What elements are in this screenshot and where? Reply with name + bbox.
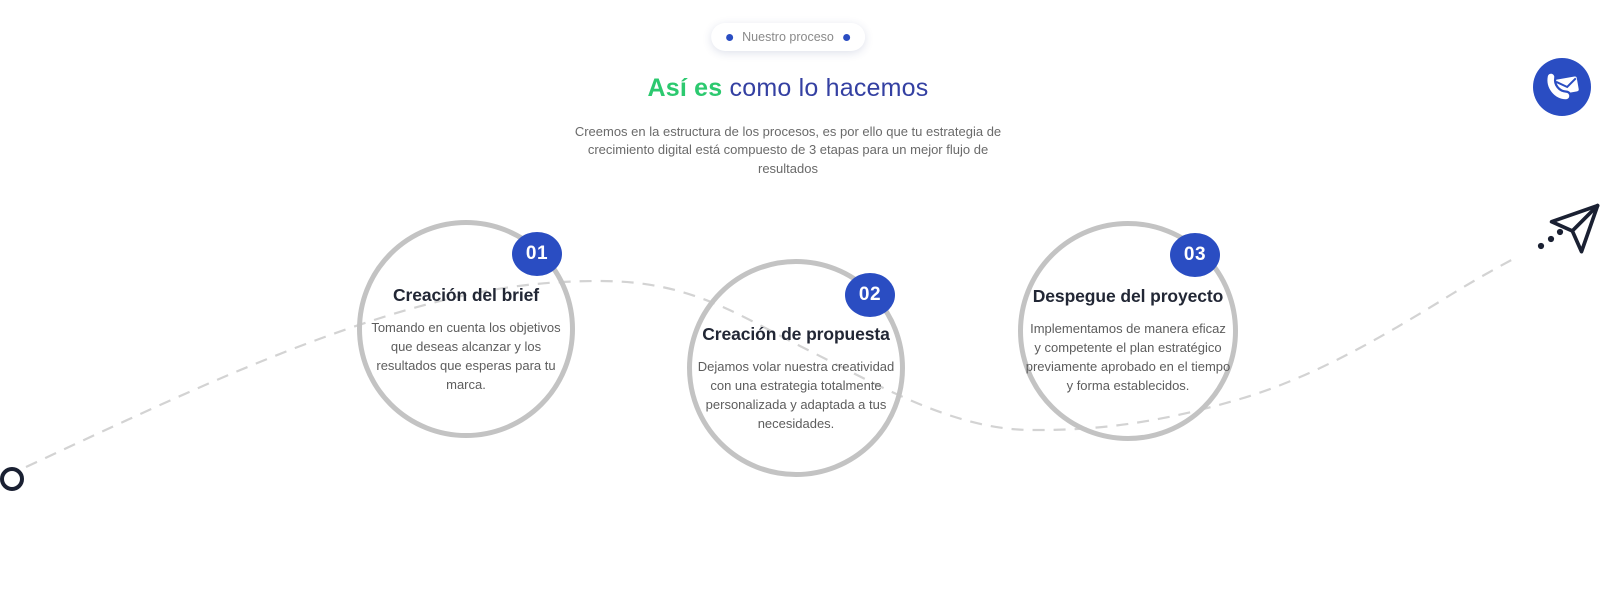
eyebrow-label: Nuestro proceso [742, 30, 834, 44]
step-description: Implementamos de manera eficaz y competente el plan estratégico previamente aprobado en el tiempo y forma establecidos. [1025, 321, 1231, 393]
step-number-badge: 01 [512, 232, 562, 276]
section-title [648, 74, 929, 103]
start-ring-icon [2, 469, 22, 489]
step-description: Tomando en cuenta los objetivos que deseas alcanzar y los resultados que esperas para tu marca. [371, 320, 561, 392]
paper-plane-icon [1552, 206, 1598, 252]
step-title: Creación del brief [392, 285, 540, 305]
dot-icon [726, 34, 733, 41]
plane-trail-dots [1538, 229, 1563, 249]
eyebrow-pill [711, 23, 865, 51]
step-number-badge: 02 [845, 273, 895, 317]
section-title-rest: como lo hacemos [729, 74, 929, 102]
phone-envelope-icon [1542, 69, 1582, 105]
section-title-highlight: Así es [647, 74, 723, 102]
step-title: Creación de propuesta [702, 324, 890, 344]
section-description: Creemos en la estructura de los procesos, es por ello que tu estrategia de crecimiento digital está compuesto de 3 etapas para un mejor flujo de resultados [574, 124, 1002, 176]
dot-icon [843, 34, 850, 41]
step-title: Despegue del proyecto [1032, 286, 1224, 306]
contact-button[interactable] [1533, 58, 1591, 116]
step-number-badge: 03 [1170, 233, 1220, 277]
step-description: Dejamos volar nuestra creatividad con una estrategia totalmente personalizada y adaptada a tus necesidades. [697, 359, 895, 431]
